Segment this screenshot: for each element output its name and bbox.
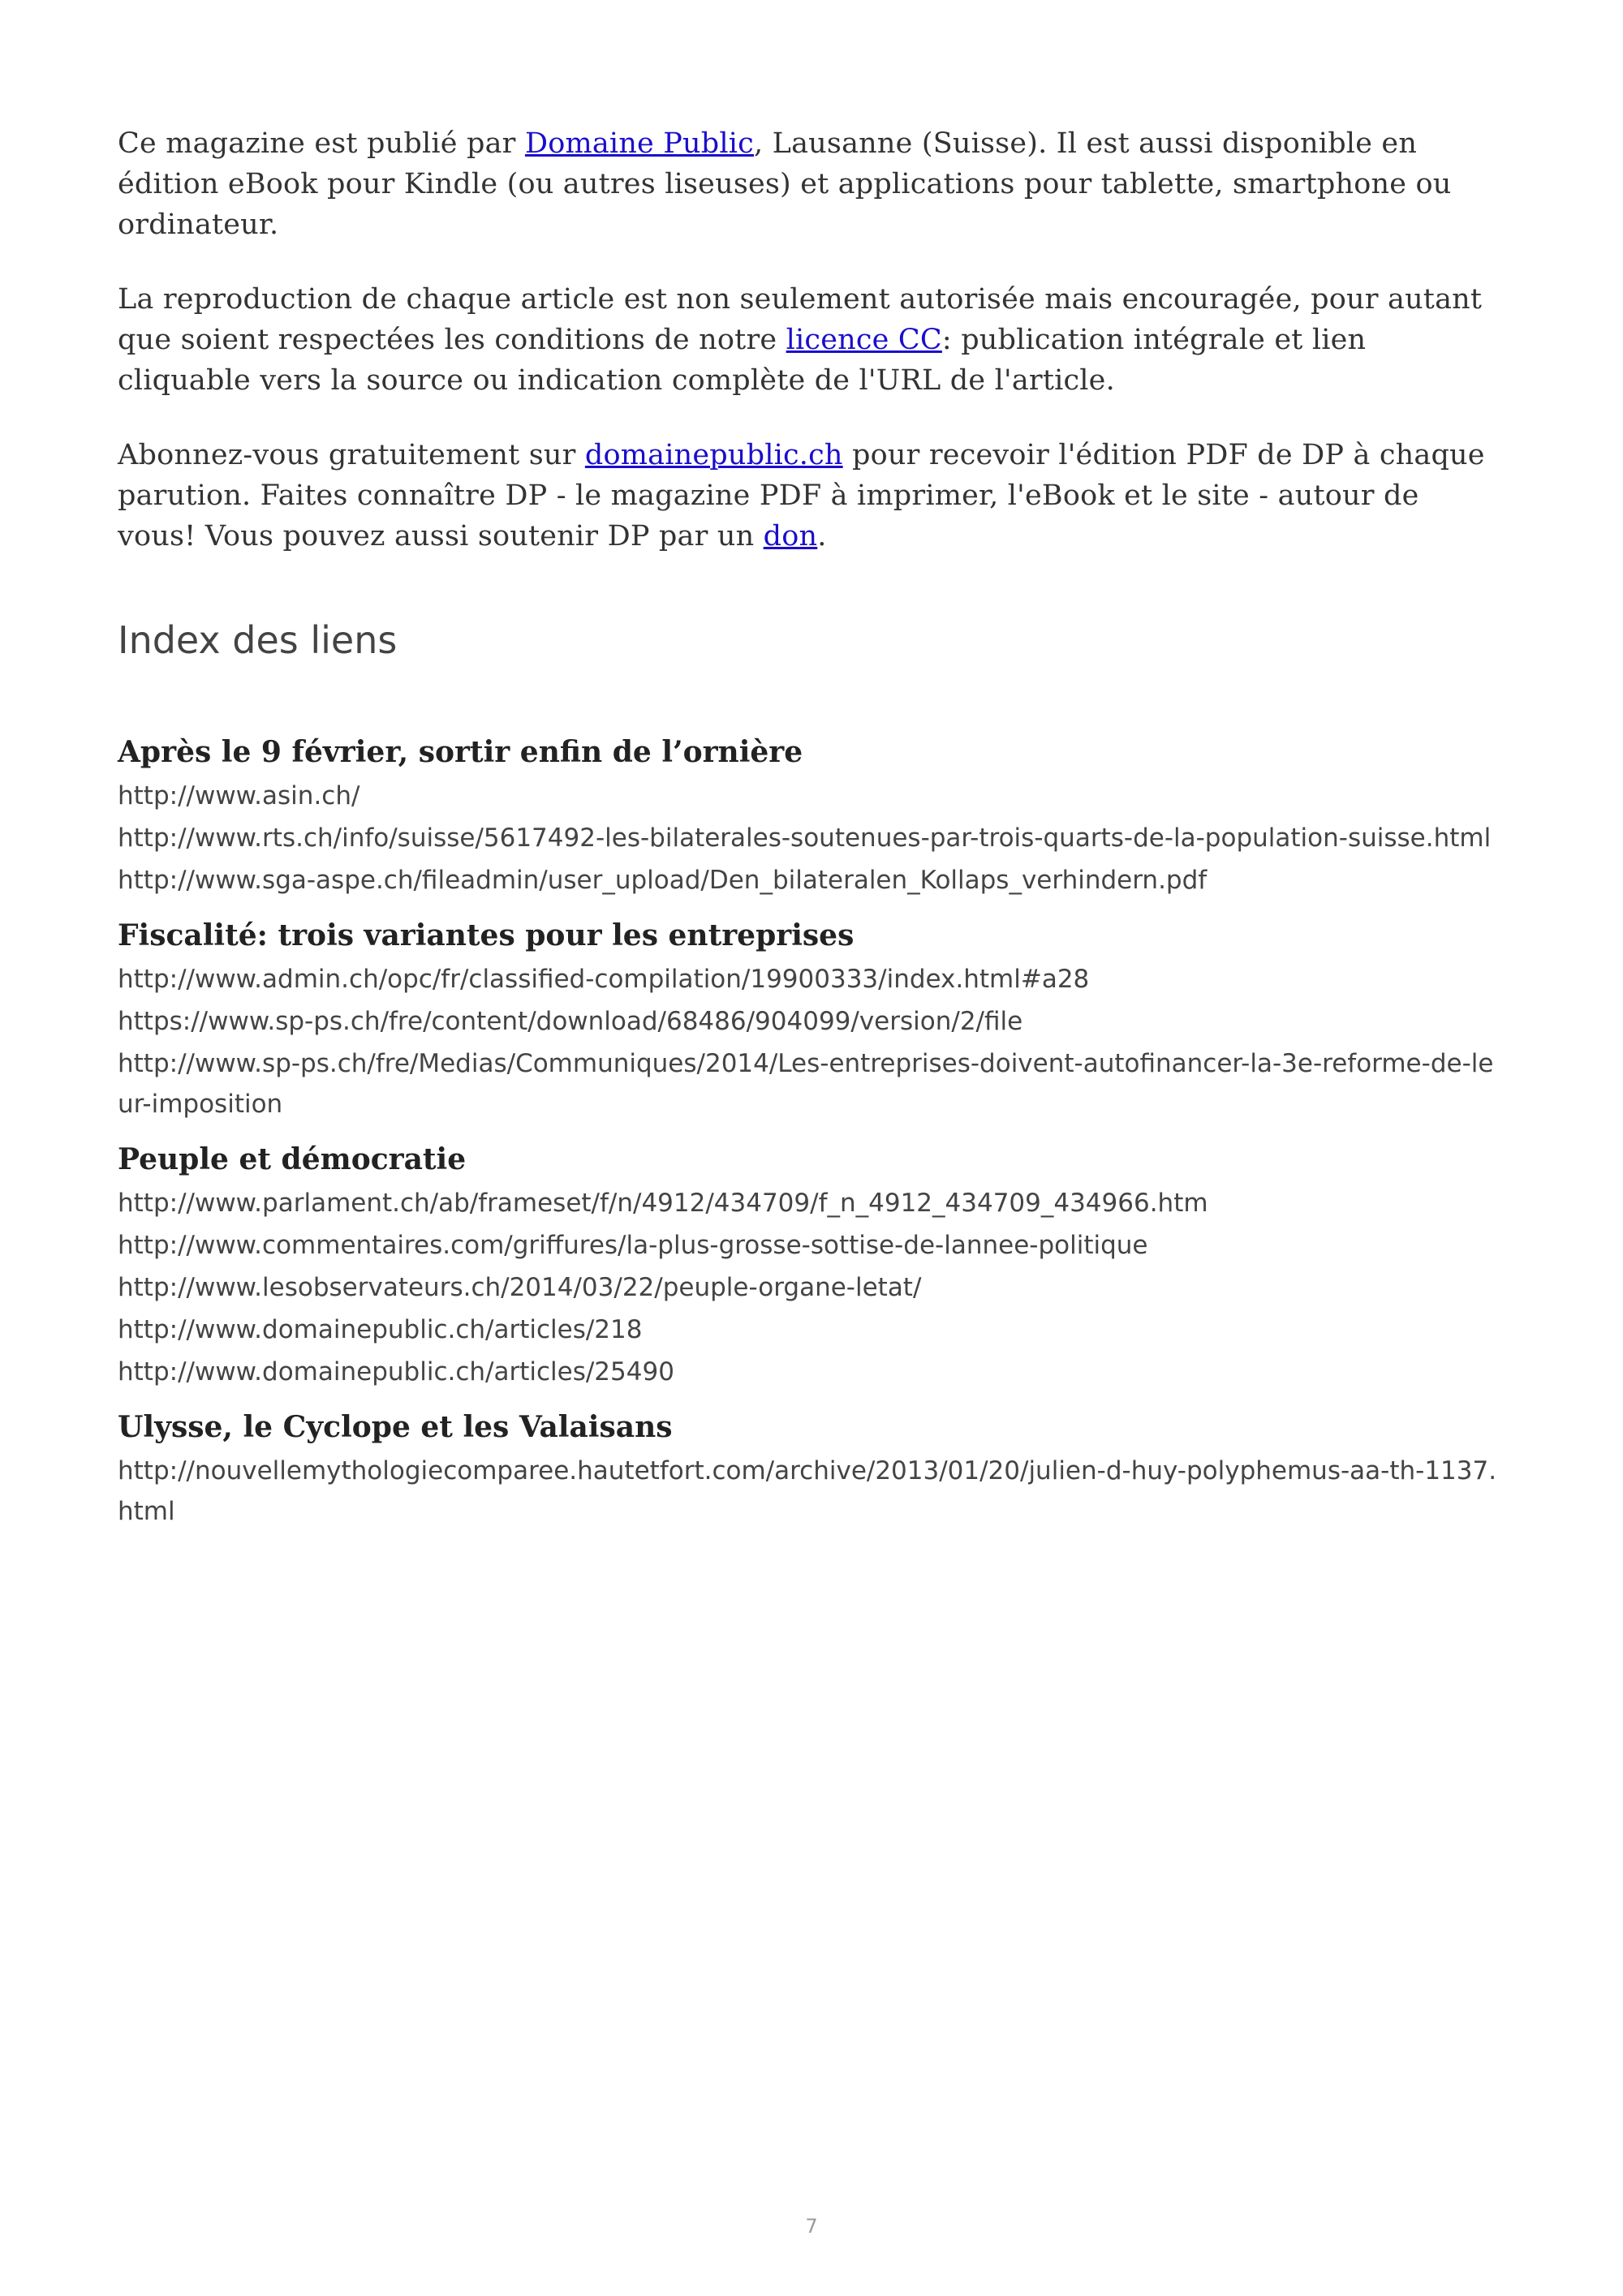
p2-text-before: La reproduction de chaque article est non seulement autorisée mais encouragée, pour autant que soient respectées les conditions de notre <box>118 283 1483 356</box>
index-section-title: Fiscalité: trois variantes pour les entreprises <box>118 918 855 952</box>
p3-text-after: . <box>817 520 827 553</box>
don-link[interactable]: don <box>763 520 818 553</box>
intro-paragraph-license <box>118 279 1505 401</box>
index-section-title: Après le 9 février, sortir enfin de l’ornière <box>118 735 803 769</box>
p3-text-middle: pour recevoir l'édition PDF de DP à chaque parution. Faites connaître DP - le magazine PDF à imprimer, l'eBook et le site - autour de vous! Vous pouvez aussi soutenir DP par un <box>118 439 1485 553</box>
index-link[interactable]: http://www.sp-ps.ch/fre/Medias/Communiques/2014/Les-entreprises-doivent-autofinancer-la-3e-reforme-de-leur-imposition <box>118 1049 1494 1119</box>
index-link[interactable]: https://www.sp-ps.ch/fre/content/download/68486/904099/version/2/file <box>118 1007 1023 1036</box>
index-title: Index des liens <box>118 618 398 662</box>
p2-text-after: : publication intégrale et lien cliquable vers la source ou indication complète de l'URL de l'article. <box>118 324 1367 397</box>
index-section <box>118 1139 1505 1392</box>
index-link[interactable]: http://www.commentaires.com/griffures/la-plus-grosse-sottise-de-lannee-politique <box>118 1231 1148 1260</box>
index-section <box>118 732 1505 901</box>
index-link[interactable]: http://www.domainepublic.ch/articles/218 <box>118 1315 643 1344</box>
index-link[interactable]: http://nouvellemythologiecomparee.hautetfort.com/archive/2013/01/20/julien-d-huy-polyphemus-aa-th-1137.html <box>118 1456 1497 1526</box>
intro-paragraph-publisher <box>118 123 1505 245</box>
index-link[interactable]: http://www.admin.ch/opc/fr/classified-compilation/19900333/index.html#a28 <box>118 965 1090 994</box>
domainepublic-link[interactable]: domainepublic.ch <box>584 439 843 471</box>
domaine-public-link[interactable]: Domaine Public <box>524 127 754 160</box>
index-section-title: Ulysse, le Cyclope et les Valaisans <box>118 1410 673 1444</box>
page-content <box>118 123 1505 1526</box>
index-section-title: Peuple et démocratie <box>118 1142 467 1176</box>
index-section <box>118 915 1505 1124</box>
index-link[interactable]: http://www.parlament.ch/ab/frameset/f/n/4912/434709/f_n_4912_434709_434966.htm <box>118 1189 1208 1218</box>
index-link[interactable]: http://www.lesobservateurs.ch/2014/03/22/peuple-organe-letat/ <box>118 1273 922 1302</box>
index-link[interactable]: http://www.domainepublic.ch/articles/25490 <box>118 1357 674 1387</box>
p3-text-before: Abonnez-vous gratuitement sur <box>118 439 585 471</box>
p1-text-after: , Lausanne (Suisse). Il est aussi disponible en édition eBook pour Kindle (ou autres liseuses) et applications pour tablette, smartphone ou ordinateur. <box>118 127 1452 241</box>
intro-paragraph-subscribe <box>118 435 1505 557</box>
index-link[interactable]: http://www.rts.ch/info/suisse/5617492-les-bilaterales-soutenues-par-trois-quarts-de-la-population-suisse.html <box>118 823 1492 853</box>
index-link[interactable]: http://www.asin.ch/ <box>118 781 360 810</box>
index-section <box>118 1407 1505 1532</box>
index-link[interactable]: http://www.sga-aspe.ch/fileadmin/user_upload/Den_bilateralen_Kollaps_verhindern.pdf <box>118 866 1208 895</box>
p1-text-before: Ce magazine est publié par <box>118 127 525 160</box>
licence-cc-link[interactable]: licence CC <box>786 324 942 356</box>
page-number: 7 <box>805 2215 818 2238</box>
index-sections <box>118 732 1505 1546</box>
